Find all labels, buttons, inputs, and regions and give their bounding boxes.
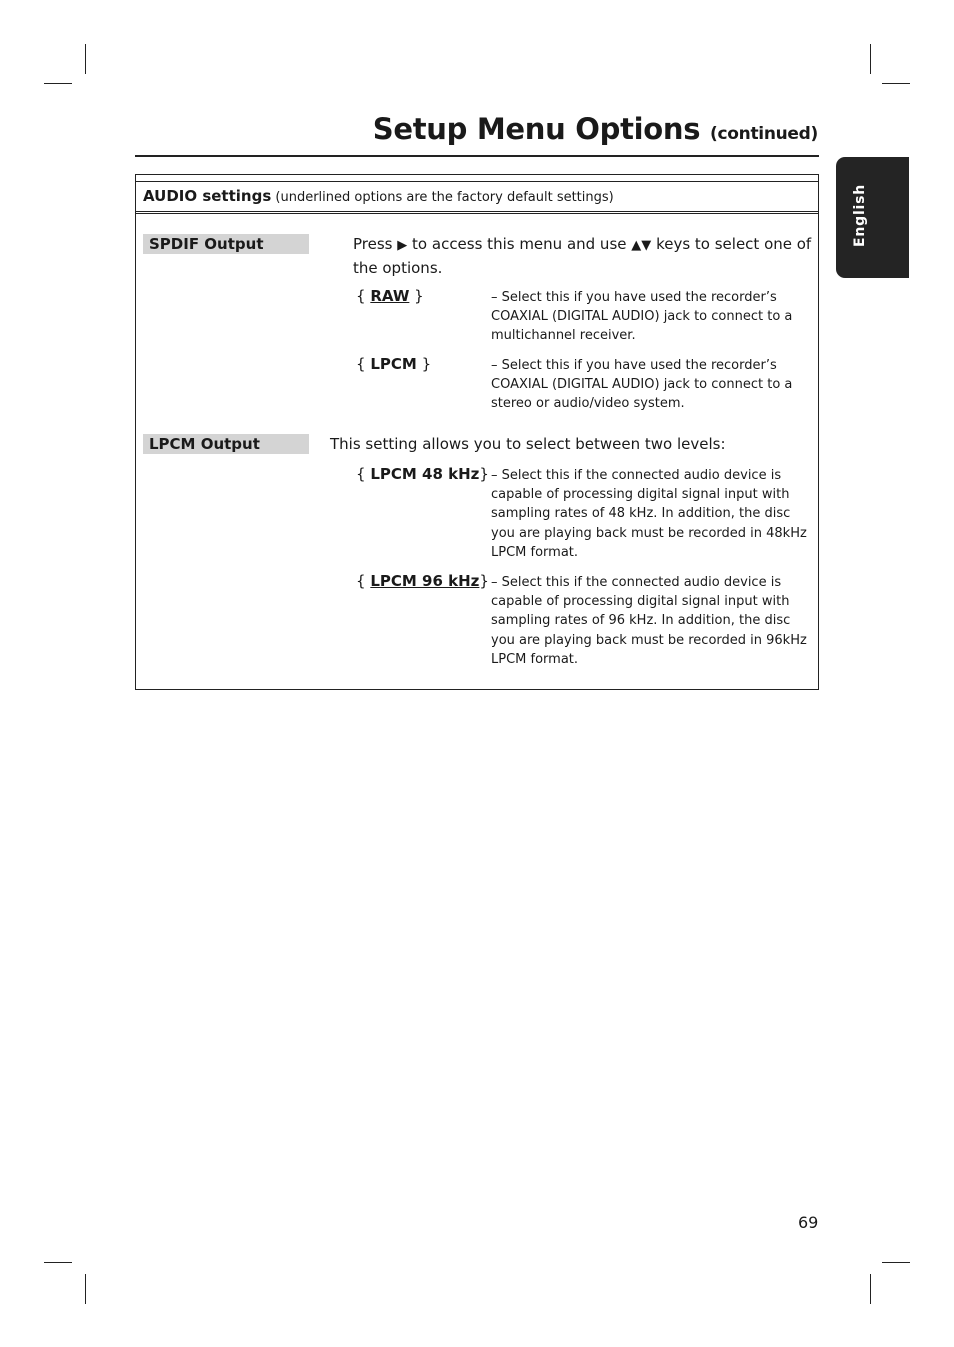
crop-mark xyxy=(882,83,910,84)
option-lpcm-48-name: LPCM 48 kHz xyxy=(370,465,480,483)
page-title xyxy=(373,112,818,146)
crop-mark xyxy=(85,1274,86,1304)
option-lpcm-48-description: – Select this if the connected audio device is capable of processing digital signal input with sampling rates of 48 kHz. In addition, the disc you are playing back must be recorded in 48kHz LPCM format. xyxy=(491,468,807,560)
audio-settings-heading: AUDIO settings xyxy=(143,187,272,205)
page-title-suffix: (continued) xyxy=(710,124,818,144)
option-lpcm-96-name: LPCM 96 kHz xyxy=(370,572,480,590)
brace-close: } xyxy=(414,287,424,305)
brace-close: } xyxy=(479,572,489,590)
lpcm-intro: This setting allows you to select between two levels: xyxy=(330,435,726,453)
spdif-intro-part2: to access this menu and use xyxy=(412,235,627,253)
up-down-arrows-icon: ▲▼ xyxy=(631,238,652,253)
right-arrow-icon: ▶ xyxy=(397,238,408,253)
spdif-intro xyxy=(353,233,813,279)
brace-close: } xyxy=(479,465,489,483)
option-lpcm xyxy=(356,355,431,373)
header-rule xyxy=(136,213,818,214)
option-lpcm-description: – Select this if you have used the recorder’s COAXIAL (DIGITAL AUDIO) jack to connect to a stereo or audio/video system. xyxy=(491,358,793,412)
brace-open: { xyxy=(356,465,366,483)
option-lpcm-48 xyxy=(356,465,489,483)
language-tab xyxy=(836,157,909,278)
brace-open: { xyxy=(356,287,366,305)
option-lpcm-96 xyxy=(356,572,489,590)
crop-mark xyxy=(870,44,871,74)
header-rule xyxy=(136,211,818,212)
box-top-rule xyxy=(136,181,818,182)
brace-open: { xyxy=(356,572,366,590)
audio-settings-box xyxy=(135,174,819,690)
option-lpcm-name: LPCM xyxy=(370,355,417,373)
page-title-text: Setup Menu Options xyxy=(372,112,701,146)
option-raw-description: – Select this if you have used the recorder’s COAXIAL (DIGITAL AUDIO) jack to connect to a multichannel receiver. xyxy=(491,290,793,344)
option-raw xyxy=(356,287,424,305)
crop-mark xyxy=(85,44,86,74)
brace-open: { xyxy=(356,355,366,373)
audio-settings-note: (underlined options are the factory default settings) xyxy=(275,190,614,205)
language-tab-label: English xyxy=(852,183,868,247)
spdif-intro-part1: Press xyxy=(353,235,393,253)
option-lpcm-96-description: – Select this if the connected audio device is capable of processing digital signal input with sampling rates of 96 kHz. In addition, the disc you are playing back must be recorded in 96kHz LPCM format. xyxy=(491,575,807,667)
spdif-output-label: SPDIF Output xyxy=(143,234,309,254)
spdif-intro-part3: keys to select one of the options. xyxy=(353,235,812,277)
crop-mark xyxy=(882,1262,910,1263)
crop-mark xyxy=(870,1274,871,1304)
page-number: 69 xyxy=(798,1213,819,1232)
brace-close: } xyxy=(421,355,432,373)
audio-settings-header xyxy=(143,187,614,205)
crop-mark xyxy=(44,1262,72,1263)
crop-mark xyxy=(44,83,72,84)
option-raw-name: RAW xyxy=(370,287,410,305)
lpcm-output-label: LPCM Output xyxy=(143,434,309,454)
title-rule xyxy=(135,155,819,157)
